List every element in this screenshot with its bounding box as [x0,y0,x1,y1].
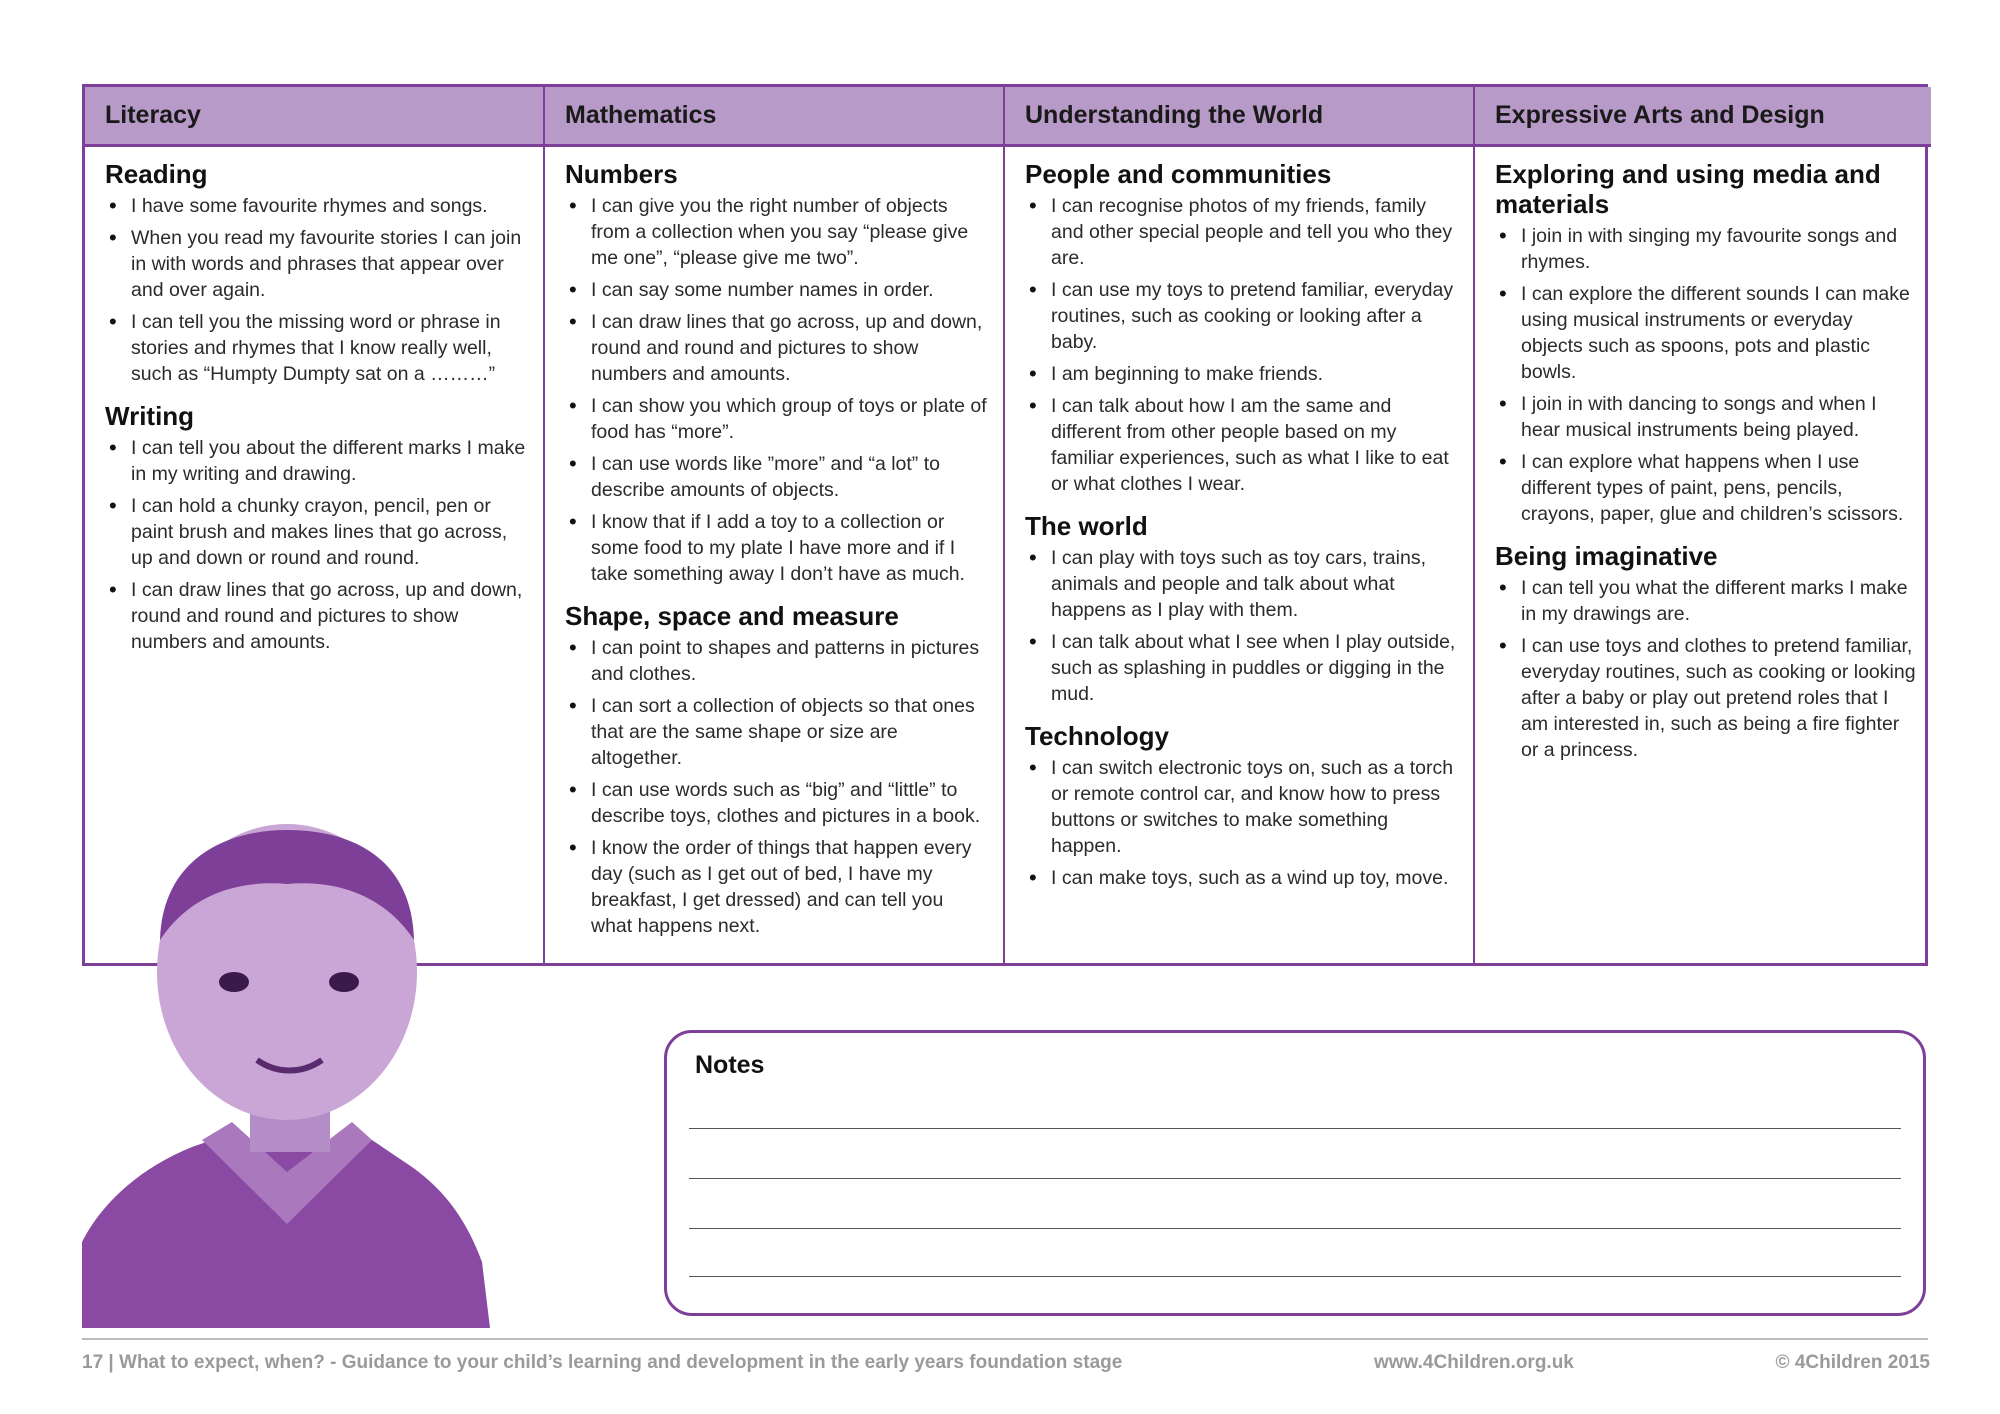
section-title: Writing [105,401,195,431]
bullet-list [1495,223,1917,527]
list-item: • I can use words such as “big” and “little” to describe toys, clothes and pictures in a book. [565,777,989,829]
column-heading-mathematics: Mathematics [543,87,1003,147]
list-item: • I can play with toys such as toy cars, trains, animals and people and talk about what happens as I play with them. [1025,545,1459,623]
section-title: Shape, space and measure [565,601,899,631]
list-item: • I can give you the right number of objects from a collection when you say “please give me one”, “please give me two”. [565,193,989,271]
bullet-list [1025,193,1459,497]
list-item: • I can use words like ”more” and “a lot” to describe amounts of objects. [565,451,989,503]
section-title: People and communities [1025,159,1332,189]
bullet-list [1025,755,1459,891]
column-body-understanding-the-world [1003,147,1473,963]
bullet-list [105,193,529,387]
section [1025,159,1459,497]
column-heading-expressive-arts: Expressive Arts and Design [1473,87,1931,147]
list-item: • I can draw lines that go across, up and down, round and round and pictures to show numbers and amounts. [565,309,989,387]
bullet-list [565,193,989,587]
list-item: • I can point to shapes and patterns in pictures and clothes. [565,635,989,687]
list-item: • I can tell you about the different marks I make in my writing and drawing. [105,435,529,487]
list-item: • I can explore what happens when I use different types of paint, pens, pencils, crayons, paper, glue and children’s scissors. [1495,449,1917,527]
list-item: • I know that if I add a toy to a collection or some food to my plate I have more and if I take something away I don’t have as much. [565,509,989,587]
list-item: • I can make toys, such as a wind up toy, move. [1025,865,1459,891]
notes-title: Notes [695,1051,765,1079]
list-item: • I can hold a chunky crayon, pencil, pen or paint brush and makes lines that go across, up and down or round and round. [105,493,529,571]
section [1025,511,1459,707]
section [565,159,989,587]
notes-line [689,1276,1901,1277]
list-item: • I can switch electronic toys on, such as a torch or remote control car, and know how to press buttons or switches to make something happen. [1025,755,1459,859]
column-body-mathematics [543,147,1003,963]
notes-line [689,1178,1901,1179]
notes-line [689,1228,1901,1229]
footer-website: www.4Children.org.uk [1374,1352,1574,1373]
bullet-list [1495,575,1917,763]
list-item: • I can draw lines that go across, up and down, round and round and pictures to show numbers and amounts. [105,577,529,655]
section [1495,541,1917,763]
list-item: • I can talk about how I am the same and different from other people based on my familiar experiences, such as what I like to eat or what clothes I wear. [1025,393,1459,497]
column-heading-understanding-the-world: Understanding the World [1003,87,1473,147]
section-title: Reading [105,159,208,189]
list-item: • I can say some number names in order. [565,277,989,303]
section-title: Technology [1025,721,1169,751]
bullet-list [1025,545,1459,707]
section [565,601,989,939]
footer-divider [82,1338,1928,1340]
list-item: • I know the order of things that happen every day (such as I get out of bed, I have my breakfast, I get dressed) and can tell you what happens next. [565,835,989,939]
child-eye-right [329,972,359,992]
list-item: • I join in with dancing to songs and when I hear musical instruments being played. [1495,391,1917,443]
list-item: • I can tell you the missing word or phrase in stories and rhymes that I know really well, such as “Humpty Dumpty sat on a ………” [105,309,529,387]
list-item: • I can recognise photos of my friends, family and other special people and tell you who they are. [1025,193,1459,271]
list-item: • I can sort a collection of objects so that ones that are the same shape or size are altogether. [565,693,989,771]
bullet-list [105,435,529,655]
footer-copyright: © 4Children 2015 [1775,1352,1930,1373]
list-item: • I join in with singing my favourite songs and rhymes. [1495,223,1917,275]
list-item: • I can use toys and clothes to pretend familiar, everyday routines, such as cooking or looking after a baby or play out pretend roles that I am interested in, such as being a fire fighter or a princess. [1495,633,1917,763]
section-title: Being imaginative [1495,541,1718,571]
column-heading-literacy: Literacy [85,87,543,147]
section-title: The world [1025,511,1148,541]
list-item: • When you read my favourite stories I can join in with words and phrases that appear over and over again. [105,225,529,303]
list-item: • I can tell you what the different marks I make in my drawings are. [1495,575,1917,627]
section-title: Exploring and using media and materials [1495,159,1881,219]
column-body-expressive-arts [1473,147,1931,963]
list-item: • I can explore the different sounds I can make using musical instruments or everyday objects such as spoons, pots and plastic bowls. [1495,281,1917,385]
bullet-list [565,635,989,939]
section-title: Numbers [565,159,678,189]
section [1495,159,1917,527]
footer-page-title: 17 | What to expect, when? - Guidance to your child’s learning and development in the early years foundation stage [82,1352,1123,1373]
child-body [82,1140,490,1328]
section [105,159,529,387]
section [1025,721,1459,891]
child-photo [82,822,502,1328]
notes-box[interactable] [664,1030,1926,1316]
list-item: • I have some favourite rhymes and songs. [105,193,529,219]
list-item: • I am beginning to make friends. [1025,361,1459,387]
section [105,401,529,655]
child-eye-left [219,972,249,992]
list-item: • I can talk about what I see when I play outside, such as splashing in puddles or digging in the mud. [1025,629,1459,707]
list-item: • I can show you which group of toys or plate of food has “more”. [565,393,989,445]
list-item: • I can use my toys to pretend familiar, everyday routines, such as cooking or looking after a baby. [1025,277,1459,355]
notes-line [689,1128,1901,1129]
